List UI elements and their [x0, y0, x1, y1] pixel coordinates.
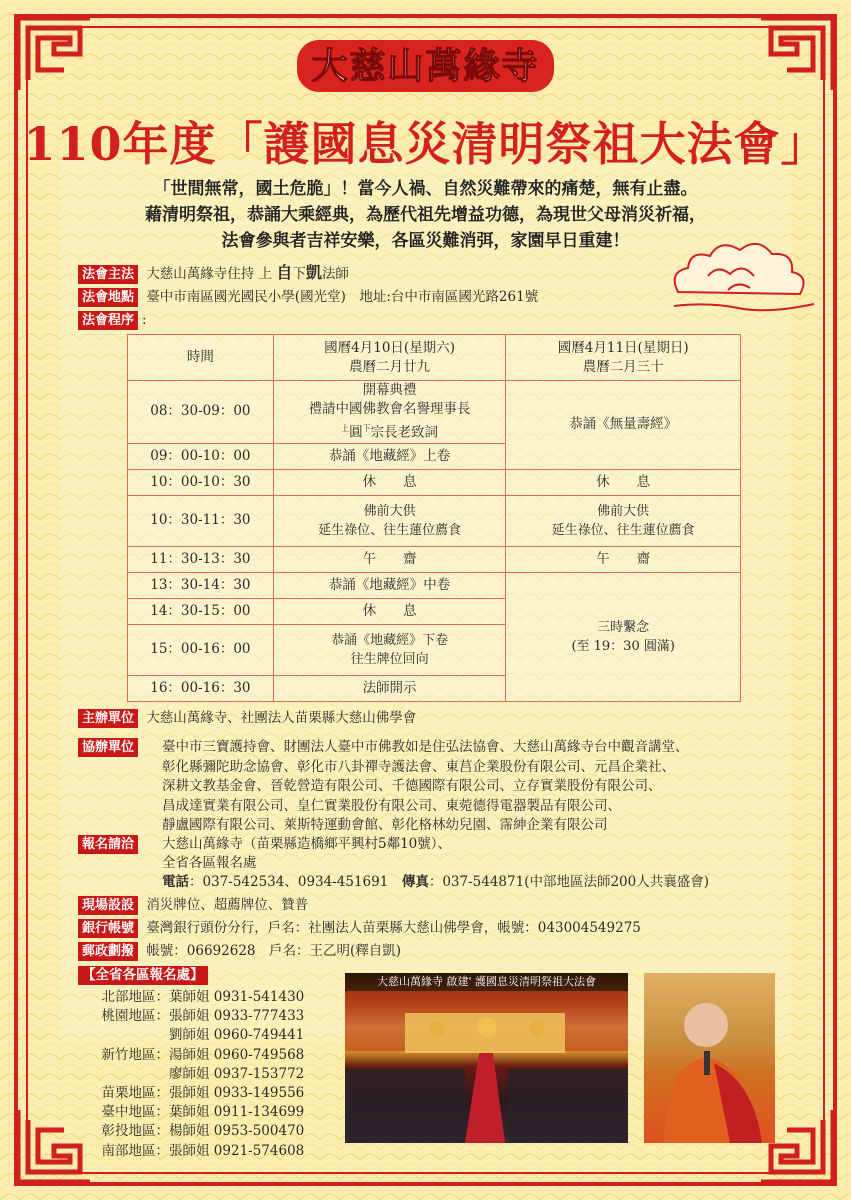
contact-phone: 0911-134699 [213, 1104, 305, 1121]
postal-label: 郵政劃撥 [78, 942, 138, 961]
postal-text: 帳號：06692628 戶名：王乙明(釋自凱) [146, 943, 402, 959]
schedule-cell: 佛前大供 延生祿位、往生蓮位薦食 [506, 495, 741, 546]
photo-caption: 大慈山萬緣寺 啟建' 護國息災清明祭祖大法會 [345, 973, 628, 991]
onsite-row [78, 895, 308, 915]
header-time: 時間 [128, 335, 274, 381]
contact-name: 葉師姐 [169, 1104, 214, 1121]
monk-photo [644, 973, 775, 1143]
co-organizer-label: 協辦單位 [78, 738, 138, 757]
table-row [128, 546, 741, 572]
program-label: 法會程序 [78, 311, 138, 330]
contact-phone: 0937-153772 [213, 1065, 305, 1082]
organizer-row [78, 708, 416, 728]
contact-region: 北部地區： [101, 989, 169, 1005]
time-cell: 09：00-10：00 [128, 443, 274, 469]
time-cell: 10：30-11：30 [128, 495, 274, 546]
co-organizer-text: 臺中市三寶護持會、財團法人臺中市佛教如是住弘法協會、大慈山萬緣寺台中觀音講堂、 彰化縣彌陀助念協會、彰化市八卦禪寺護法會、東莒企業股份有限公司、元昌企業社、 深耕文教基金會、晉乾營造有限公司、千德國際有限公司、立存實業股份有限公司、 昌成達實業有限公司、皇仁實業股份有限公司、東菀德得電器製品有限公司、 靜盧國際有限公司、萊斯特運動會館、彰化格林幼兒園、霈紳企業有限公司 [162, 739, 689, 833]
host-name-2: 凱 [305, 263, 322, 282]
bank-label: 銀行帳號 [78, 919, 138, 938]
schedule-table [127, 334, 741, 702]
table-row [128, 469, 741, 495]
host-row [78, 263, 349, 284]
contact-region: 苗栗地區： [101, 1085, 169, 1102]
contact-phone: 0953-500470 [213, 1123, 305, 1140]
table-row [128, 572, 741, 598]
contact-region: 新竹地區： [101, 1046, 169, 1063]
schedule-cell: 法師開示 [273, 675, 506, 701]
postal-row [78, 941, 401, 961]
time-cell: 11：30-13：30 [128, 546, 274, 572]
venue-row [78, 287, 538, 307]
ceremony-photo [345, 973, 628, 1143]
list-item [78, 1046, 304, 1065]
co-organizer-block [78, 738, 798, 836]
organizer-label: 主辦單位 [78, 709, 138, 728]
list-item [78, 1122, 304, 1141]
time-cell: 14：30-15：00 [128, 598, 274, 624]
intro-line: 法會參與者吉祥安樂，各區災難消弭，家園早日重建！ [221, 231, 630, 251]
host-text: 大慈山萬緣寺住持 上 [146, 266, 273, 282]
registration-label: 報名請洽 [78, 835, 138, 854]
temple-name-banner: 大慈山萬緣寺 [0, 40, 851, 92]
contact-phone: 0921-574608 [213, 1142, 305, 1159]
onsite-text: 消災牌位、超薦牌位、贊普 [146, 897, 309, 913]
contact-name: 廖師姐 [169, 1065, 214, 1082]
intro-text [0, 176, 851, 254]
schedule-cell: 恭誦《無量壽經》 [506, 381, 741, 470]
monk-image [644, 973, 775, 1143]
schedule-cell: 恭誦《地藏經》下卷 往生牌位回向 [273, 624, 506, 675]
host-name-mid: 下 [292, 266, 306, 282]
list-item [78, 1065, 304, 1084]
schedule-cell: 恭誦《地藏經》上卷 [273, 443, 506, 469]
time-cell: 15：00-16：00 [128, 624, 274, 675]
venue-label: 法會地點 [78, 288, 138, 307]
contact-phone: 0933-777433 [213, 1008, 305, 1025]
schedule-cell: 休 息 [273, 598, 506, 624]
schedule-cell: 恭誦《地藏經》中卷 [273, 572, 506, 598]
schedule-cell: 休 息 [506, 469, 741, 495]
header-day2: 國曆4月11日(星期日) 農曆二月三十 [506, 335, 741, 381]
registration-address: 大慈山萬緣寺（苗栗縣造橋鄉平興村5鄰10號）、 [162, 836, 452, 852]
ceremony-hall-image [345, 973, 628, 1143]
list-item [78, 1103, 304, 1122]
onsite-label: 現場設設 [78, 896, 138, 915]
schedule-cell: 三時繫念 (至 19：30 圓滿) [506, 572, 741, 701]
list-item [78, 1026, 304, 1045]
program-row: 法會程序 : [78, 310, 147, 330]
bank-row [78, 918, 641, 938]
contact-name: 張師姐 [169, 1142, 214, 1159]
intro-line: 藉清明祭祖，恭誦大乘經典，為歷代祖先增益功德，為現世父母消災祈福， [145, 205, 706, 225]
time-cell: 08：30-09：00 [128, 381, 274, 444]
schedule-cell: 午 齋 [506, 546, 741, 572]
contact-region: 南部地區： [101, 1142, 169, 1159]
header-day1: 國曆4月10日(星期六) 農曆二月廿九 [273, 335, 506, 381]
intro-line: 「世間無常，國土危脆」！當今人禍、自然災難帶來的痛楚，無有止盡。 [153, 179, 698, 199]
contact-region: 彰投地區： [101, 1123, 169, 1140]
contact-phone: 0933-149556 [213, 1085, 305, 1102]
registration-phone: 電話：037-542534、0934-451691 傳真：037-544871(中部地區法師200人共襄盛會) [162, 874, 709, 890]
contact-region: 桃園地區： [101, 1008, 169, 1025]
schedule-cell: 開幕典禮 禮請中國佛教會名譽理事長 $^上$圓$^下$宗長老致詞 [273, 381, 506, 444]
schedule-cell: 佛前大供 延生祿位、往生蓮位薦食 [273, 495, 506, 546]
table-row [128, 381, 741, 444]
bank-text: 臺灣銀行頭份分行，戶名：社團法人苗栗縣大慈山佛學會，帳號：043004549275 [146, 920, 641, 936]
venue-text: 臺中市南區國光國民小學(國光堂) 地址:台中市南區國光路261號 [146, 289, 539, 305]
table-row [128, 335, 741, 381]
page-title: 110年度「護國息災清明祭祖大法會」 [23, 117, 828, 171]
contact-phone: 0960-749441 [213, 1027, 305, 1044]
contact-name: 葉師姐 [169, 989, 214, 1005]
host-name-1: 自 [276, 263, 293, 282]
list-item [78, 1142, 304, 1161]
contact-name: 楊師姐 [169, 1123, 214, 1140]
time-cell: 13：30-14：30 [128, 572, 274, 598]
contact-region: 臺中地區： [101, 1104, 169, 1121]
table-row [128, 495, 741, 546]
contacts-list [78, 988, 304, 1161]
contact-name: 張師姐 [169, 1008, 214, 1025]
contact-phone: 0960-749568 [213, 1046, 305, 1063]
contact-phone: 0931-541430 [213, 989, 305, 1005]
contacts-heading: 【全省各區報名處】 [78, 964, 212, 985]
contact-name: 劉師姐 [169, 1027, 214, 1044]
registration-block [78, 835, 798, 892]
contact-name: 湯師姐 [169, 1046, 214, 1063]
schedule-cell: 午 齋 [273, 546, 506, 572]
time-cell: 16：00-16：30 [128, 675, 274, 701]
registration-offices: 全省各區報名處 [162, 855, 257, 871]
contact-name: 張師姐 [169, 1085, 214, 1102]
list-item [78, 1084, 304, 1103]
list-item [78, 988, 304, 1007]
host-suffix: 法師 [321, 266, 349, 282]
time-cell: 10：00-10：30 [128, 469, 274, 495]
organizer-text: 大慈山萬緣寺、社團法人苗栗縣大慈山佛學會 [146, 710, 417, 726]
host-label: 法會主法 [78, 265, 138, 284]
list-item [78, 1007, 304, 1026]
schedule-cell: 休 息 [273, 469, 506, 495]
